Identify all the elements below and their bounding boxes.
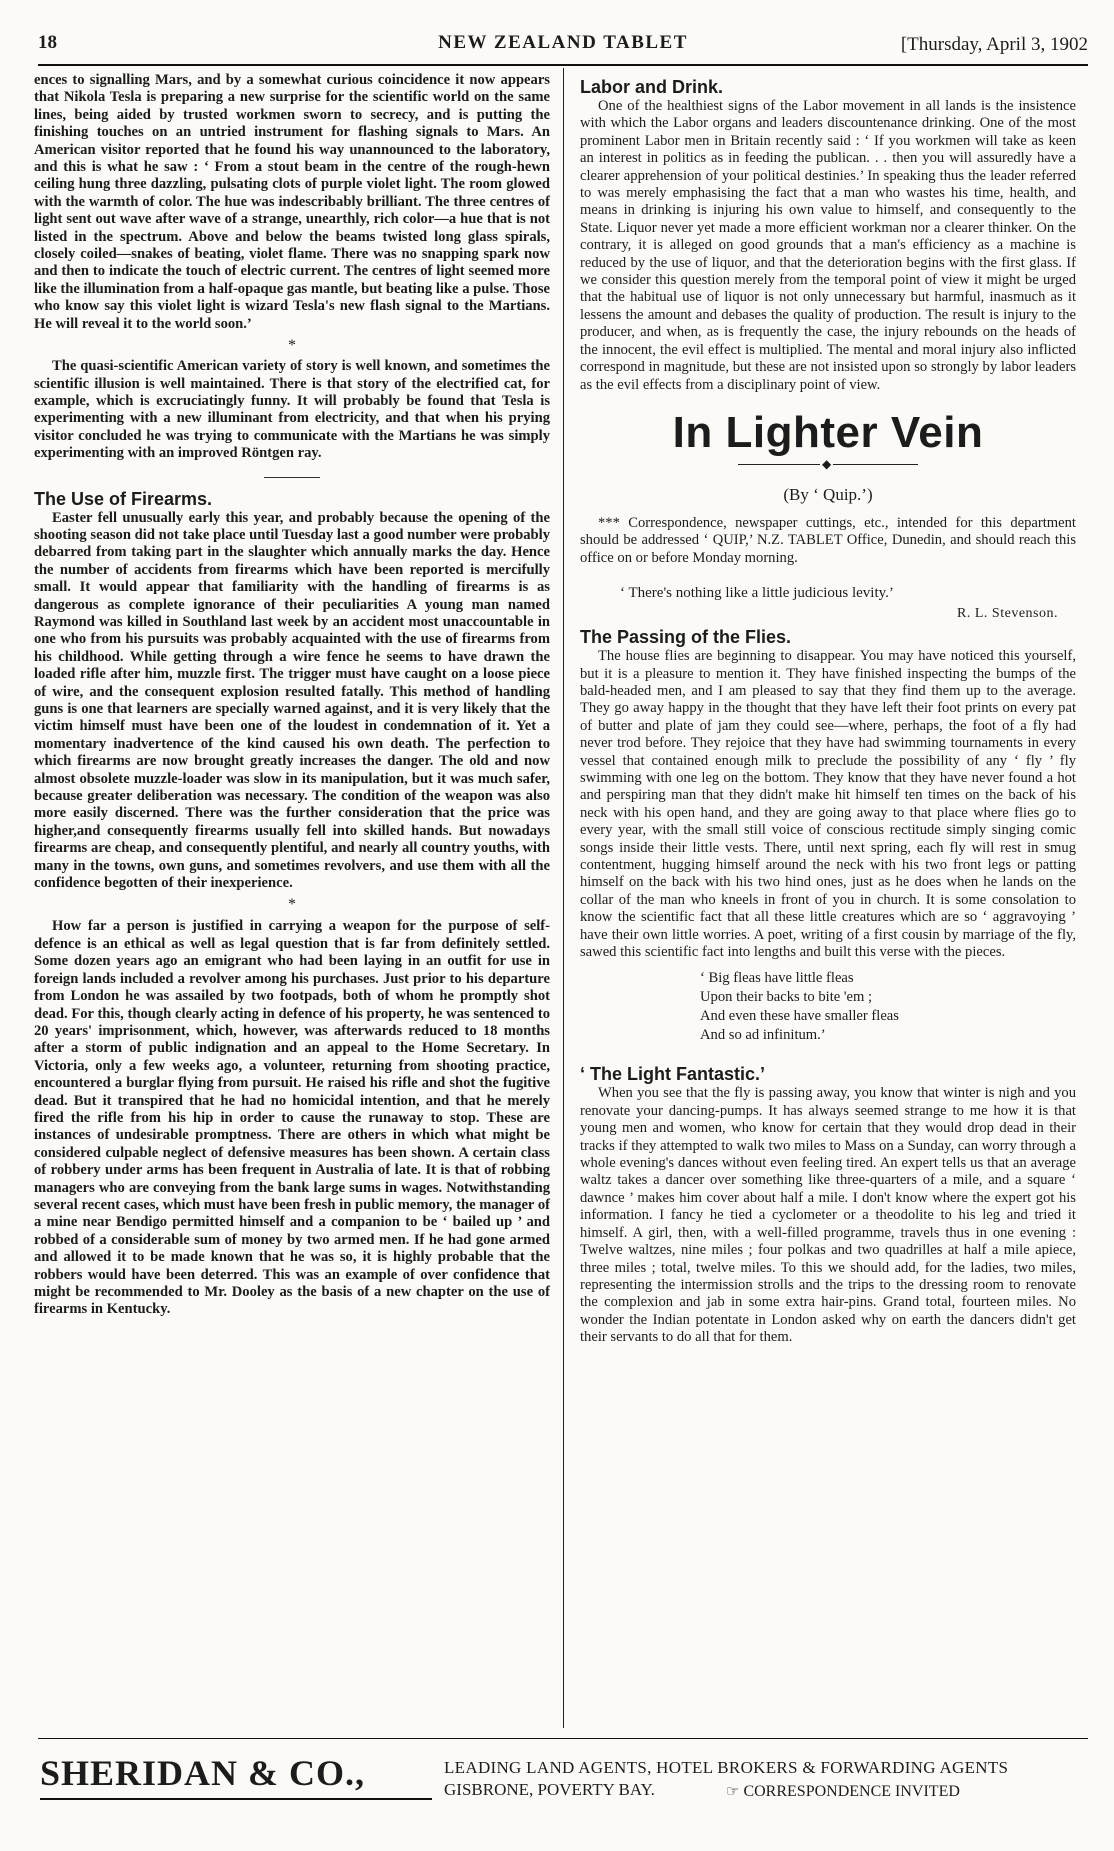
verse-line: Upon their backs to bite 'em ;	[700, 989, 873, 1006]
verse-line: And even these have smaller fleas	[700, 1008, 899, 1025]
lighter-vein-title: In Lighter Vein	[672, 407, 984, 457]
page-header	[38, 30, 1088, 64]
left-column	[34, 72, 550, 1319]
light-fantastic-heading: ‘ The Light Fantastic.’	[580, 1064, 766, 1085]
advertiser-underline	[40, 1798, 432, 1800]
column-divider	[563, 68, 564, 1728]
article-paragraph: Easter fell unusually early this year, and probably because the opening of the shooting season did not take place until Tuesday last a good number were probably debarred from taking part in the slaughter which annually marks the day. Hence the number of accidents from firearms which have been reported is mercifully small. It would appear that familiarity with the handling of firearms is as dangerous as complete ignorance of their peculiarities A young man named Raymond was killed in Southland last week by an accident most unaccountable in one who from his pursuits was probably acquainted with the use of firearms from his childhood. While getting through a wire fence he seems to have drawn the loaded rifle after him, muzzle first. The trigger must have caught on a loose piece of wire, and the consequent explosion resulted fatally. This method of handling guns is one that learners are specially warned against, and it is very likely that the victim himself must have been one of the loudest in condemnation of it. Yet a momentary inadvertence of the kind caused his own death. The perfection to which firearms are now brought greatly increases the danger. The old and now almost obsolete muzzle-loader was slow in its manipulation, but it was much safer, because greater deliberation was necessary. The condition of the weapon was also more easily discerned. There was the further consideration that the price was higher,and consequently firearms usually fell into skilled hands. But nowadays firearms are cheap, and consequently plentiful, and nearly all country youths, with many in the towns, own guns, and sometimes revolvers, and use them with all the confidence begotten of their inexperience.	[34, 509, 550, 892]
firearms-heading: The Use of Firearms.	[34, 488, 213, 509]
section-star: *	[288, 896, 296, 914]
flies-heading: The Passing of the Flies.	[580, 627, 792, 648]
verse-block	[700, 969, 1076, 1045]
article-paragraph: How far a person is justified in carrying a weapon for the purpose of self-defence is an ethical as well as legal question that is far from definitely settled. Some dozen years ago an emigrant who had been laying in an outfit for use in foreign lands included a revolver among his purchases. Just prior to his departure from London he was assailed by two footpads, both of whom he promptly shot dead. For this, though clearly acting in defence of his property, he was sentenced to 20 years' imprisonment, which, however, was afterwards reduced to 18 months after a storm of public indignation and an appeal to the Home Secretary. In Victoria, only a few weeks ago, a volunteer, returning from shooting practice, encountered a burglar flying from pursuit. He raised his rifle and shot the fugitive dead. But it transpired that he had no homicidal intention, and that he merely fired the rifle from his hip in order to cause the runaway to stop. These are instances of undesirable promptness. There are others in which what might be considered culpable neglect of defensive measures has been shown. A certain class of robbery under arms has been frequent in Australia of late. It is that of robbing managers who are conveying from the bank large sums in wages. Notwithstanding several recent cases, which must have been fresh in public memory, the manager of a mine near Bendigo permitted himself and a companion to be ‘ bailed up ’ and robbed of a considerable sum of money by two armed men. If he had gone armed and allowed it to be made known that he was so, it is highly probable that the robbers would have been deterred. This was an example of over confidence that might be recommended to Mr. Dooley as the basis of a new chapter on the use of firearms in Kentucky.	[34, 918, 550, 1318]
correspondence-text: CORRESPONDENCE INVITED	[743, 1783, 960, 1800]
byline: (By ‘ Quip.’)	[783, 484, 873, 504]
motto-quote: ‘ There's nothing like a little judicious levity.’	[620, 585, 894, 602]
advertiser-name: SHERIDAN & CO.,	[40, 1753, 366, 1793]
advert-correspondence	[726, 1782, 960, 1801]
article-paragraph: The house flies are beginning to disappear. You may have noticed this yourself, but it is a pleasure to mention it. They have finished inspecting the bumps of the bald-headed men, and I am pleased to say that they find them up to the average. They go away happy in the thought that they have left their foot prints on every pat of butter and plate of jam they could see—where, perhaps, the foot of a fly had never trod before. They rejoice that they have had swimming tournaments in every vessel that contained enough milk to preclude the possibility of any ‘ fly ’ fly swimming with one leg on the bottom. They know that they have never found a hot and perspiring man that they didn't make hit himself ten times on the back of his neck with his open hand, and they are going away to that place where flies go to every year, with the small still voice of conscious rectitude simply singing comic songs inside their little vests. There, until next spring, each fly will rest in smug contentment, hugging himself around the neck with his two front legs or patting himself on the back with his two hind ones, just as he does when he lands on the collar of the man who kneels in front of you in church. It is some consolation to know the scientific fact that all these little creatures which are so ‘ aggravoying ’ have their own little worries. A poet, writing of a first cousin by marriage of the fly, sawed this scientific fact into lengths and built this verse with the pieces.	[580, 648, 1076, 961]
advertisement	[40, 1752, 1080, 1812]
diamond-icon: ◆	[822, 456, 832, 471]
article-paragraph: The quasi-scientific American variety of story is well known, and sometimes the scientific illusion is well maintained. There is that story of the electrified cat, for example, which is excruciatingly funny. It will probably be found that Tesla is experimenting with a new illuminant from electricity, and that when his prying visitor concluded he was trying to communicate with the Martians he was simply experimenting with an improved Röntgen ray.	[34, 358, 550, 462]
publication-title: NEW ZEALAND TABLET	[438, 32, 688, 53]
advert-location: GISBRONE, POVERTY BAY.	[444, 1780, 655, 1799]
header-rule	[38, 64, 1088, 66]
labor-heading: Labor and Drink.	[580, 77, 724, 97]
footer-rule	[38, 1738, 1088, 1739]
verse-line: ‘ Big fleas have little fleas	[700, 970, 854, 987]
section-star: *	[288, 337, 296, 355]
article-paragraph: One of the healthiest signs of the Labor movement in all lands is the insistence with which the Labor organs and leaders discountenance drinking. One of the most prominent Labor men in Britain recently said : ‘ If you workmen will take as keen an interest in politics as in feeding the publican. . . then you will assuredly have a clearer apprehension of your political destinies.’ In speaking thus the leader referred to was merely emphasising the fact that a man who wastes his time, health, and means in drinking is injuring his own value to himself, and consequently to the State. Liquor never yet made a more efficient workman nor a clearer thinker. On the contrary, it is alleged on good grounds that a man's efficiency as a machine is reduced by the use of liquor, and that the deterioration begins with the first glass. If we consider this question merely from the temporal point of view it might be urged that the habitual use of liquor is not only unnecessary but harmful, inasmuch as it lessens the amount and debases the quality of production. The result is injury to the producer, and when, as is frequently the case, the injury rebounds on the heads of the innocent, the evil effect is multiplied. The mental and moral injury also inflicted correspond in magnitude, but these are not insisted upon so strongly by labor leaders as the evil effects from a disciplinary point of view.	[580, 98, 1076, 393]
article-paragraph: When you see that the fly is passing away, you know that winter is nigh and you renovate your dancing-pumps. It has always seemed strange to me how it is that young men and women, who know for certain that they would drop dead in their tracks if they attempted to walk two miles to Mass on a Sunday, can worry through a whole evening's dances without even feeling tired. An expert tells us that an average waltz takes a dancer over something like three-quarters of a mile, and a square ‘ dawnce ’ makes him cover about half a mile. I don't know where the expert got his information. I fancy he tied a cyclometer or a theodolite to his leg and tried it himself. A girl, then, with a well-filled programme, travels thus in one evening : Twelve waltzes, nine miles ; four polkas and two quadrilles at half a mile apiece, three miles ; total, twelve miles. To this we should add, for the ladies, two miles, representing the intermission strolls and the trips to the dressing room to renovate the complexion and jab in some extra hair-pins. Grand total, fourteen miles. No wonder the Indian potentate in London asked why on earth the dancers didn't get their servants to do all that for them.	[580, 1085, 1076, 1346]
right-column	[580, 72, 1076, 1347]
article-paragraph: ences to signalling Mars, and by a somewhat curious coincidence it now appears that Nikola Tesla is preparing a new surprise for the scientific world on the same lines, being aided by trusted workmen sworn to secrecy, and is putting the finishing touches on an untried instrument for flashing signals to Mars. An American visitor reported that he found his way unannounced to the laboratory, and this is what he saw : ‘ From a stout beam in the centre of the rough-hewn ceiling hung three dazzling, pulsating clots of purple violet light. The room glowed with the warmth of color. The hue was indescribably brilliant. The three centres of light sent out wave after wave of a strange, unearthly, rich color—a hue that is not listed in the spectrum. Above and below the beams twisted long glass spirals, closely coiled—snakes of beating, violet flame. There was no snapping spark now and then to indicate the touch of electric current. The centres of light seemed more like the illumination from a half-opaque gas mantle, but beating like a pulse. Those who know say this violet light is wizard Tesla's new flash signal to the Martians. He will reveal it to the world soon.’	[34, 72, 550, 332]
ornament-rule	[738, 456, 918, 471]
motto-author: R. L. Stevenson.	[957, 606, 1058, 622]
section-dash	[264, 477, 320, 478]
pointing-hand-icon: ☞	[726, 1784, 740, 1800]
issue-date: [Thursday, April 3, 1902	[900, 34, 1088, 55]
page-number: 18	[38, 32, 57, 53]
correspondence-notice: *** Correspondence, newspaper cuttings, etc., intended for this department should be addressed ‘ QUIP,’ N.Z. TABLET Office, Dunedin, and should reach this office on or before Monday morning.	[580, 514, 1076, 566]
advert-services: LEADING LAND AGENTS, HOTEL BROKERS & FORWARDING AGENTS	[444, 1758, 1009, 1777]
verse-line: And so ad infinitum.’	[700, 1027, 826, 1044]
